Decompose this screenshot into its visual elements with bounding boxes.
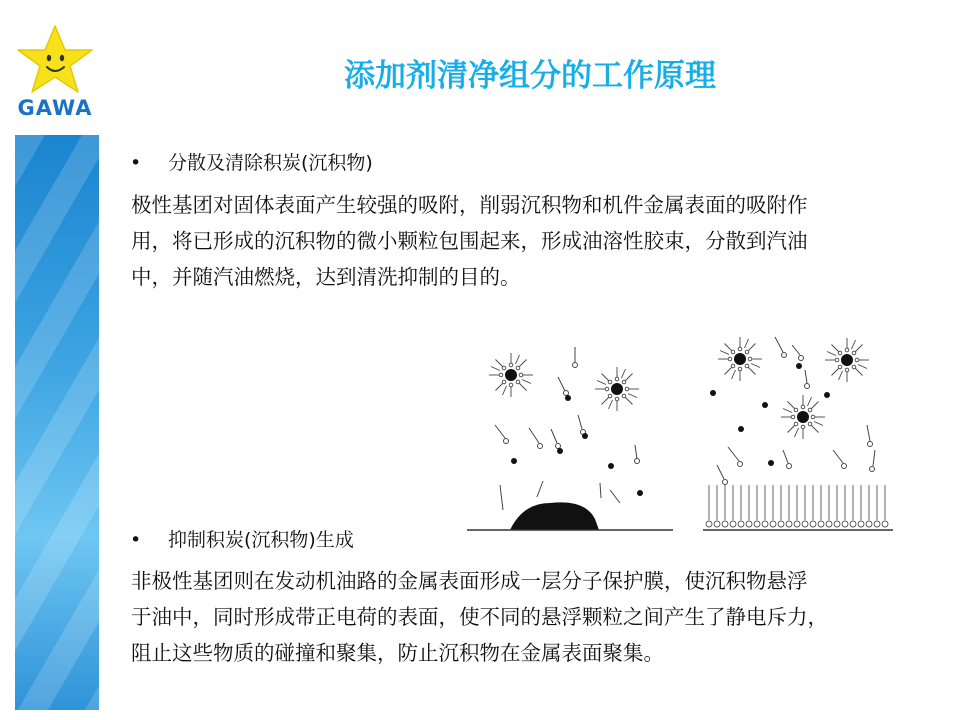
bullet-dot-icon: •	[130, 529, 142, 551]
right-panel-particles	[710, 363, 830, 466]
paragraph-line: 极性基团对固体表面产生较强的吸附，削弱沉积物和机件金属表面的吸附作	[131, 193, 808, 217]
logo-text: GAWA	[17, 96, 93, 120]
paragraph-line: 阻止这些物质的碰撞和聚集，防止沉积物在金属表面聚集。	[131, 641, 664, 665]
paragraph-line: 用，将已形成的沉积物的微小颗粒包围起来，形成油溶性胶束，分散到汽油	[131, 229, 808, 253]
side-decoration-band	[15, 135, 99, 710]
left-panel-particles	[511, 395, 643, 496]
bullet-heading: 抑制积炭(沉积物)生成	[168, 529, 354, 551]
molecule-diagram	[465, 325, 895, 535]
paragraph-inhibition	[131, 563, 946, 671]
right-panel-micelles	[718, 337, 869, 439]
paragraph-line: 于油中，同时形成带正电荷的表面，使不同的悬浮颗粒之间产生了静电斥力，	[131, 605, 828, 629]
gawa-logo	[10, 22, 100, 122]
slide-title: 添加剂清净组分的工作原理	[344, 58, 716, 94]
paragraph-line: 中，并随汽油燃烧，达到清洗抑制的目的。	[131, 265, 521, 289]
bullet-dot-icon: •	[130, 152, 142, 174]
paragraph-dispersion	[131, 187, 946, 295]
carbon-deposit	[510, 502, 599, 530]
paragraph-line: 非极性基团则在发动机油路的金属表面形成一层分子保护膜，使沉积物悬浮	[131, 569, 808, 593]
smiling-star-icon	[10, 22, 100, 98]
bullet-dispersion	[130, 148, 373, 175]
bullet-inhibition	[130, 525, 354, 552]
left-panel-molecules	[495, 347, 640, 510]
bullet-heading: 分散及清除积炭(沉积物)	[168, 152, 373, 174]
left-panel-micelles	[489, 353, 639, 411]
protective-film-molecules	[706, 485, 888, 527]
